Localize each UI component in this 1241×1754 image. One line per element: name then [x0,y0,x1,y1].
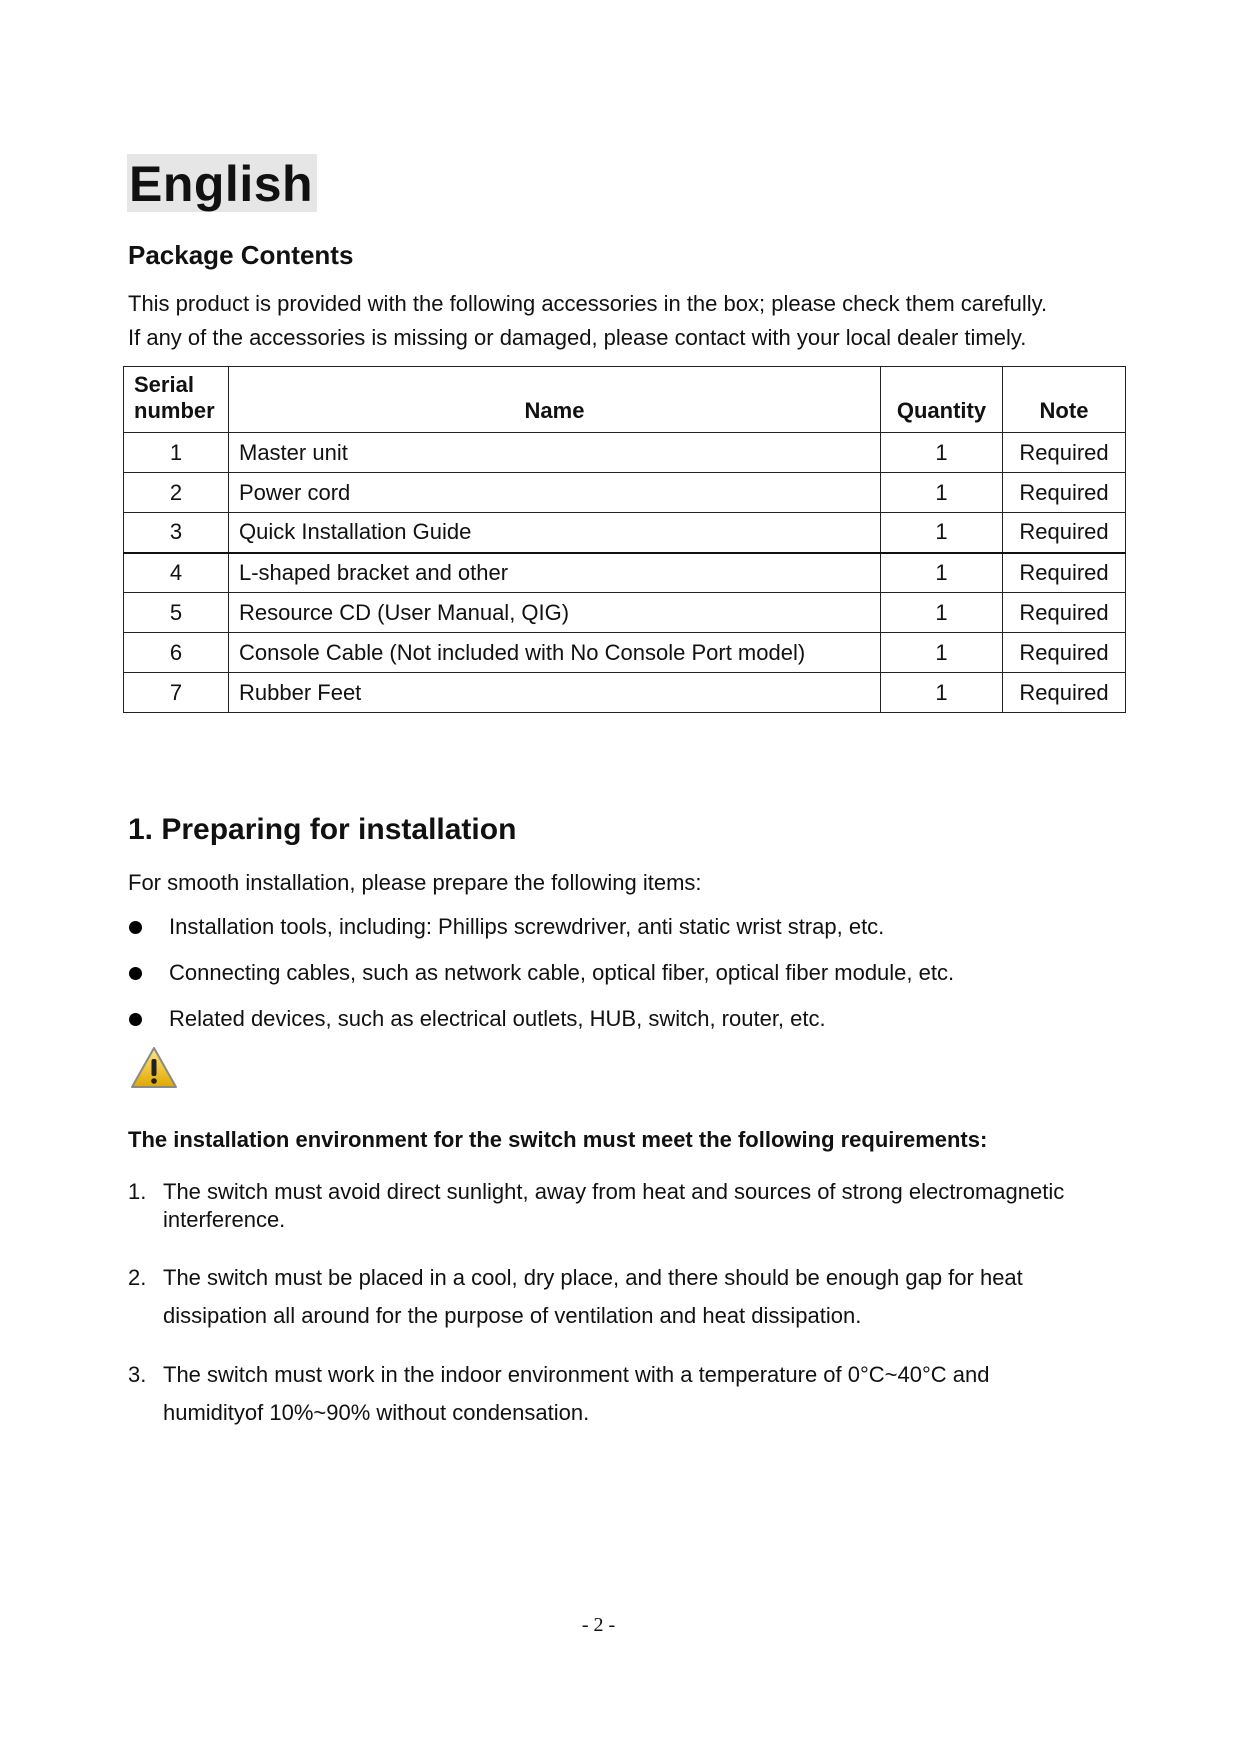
table-row [124,673,1126,713]
requirement-line-2: interference. [163,1207,286,1232]
cell-serial: 5 [124,593,229,633]
header-serial-line-2: number [134,398,215,423]
cell-serial: 6 [124,633,229,673]
requirement-line-2: dissipation all around for the purpose of ventilation and heat dissipation. [163,1303,862,1328]
requirement-line-2: humidityof 10%~90% without condensation. [163,1400,590,1425]
package-intro-line-1: This product is provided with the following accessories in the box; please check them carefully. [128,291,1048,316]
cell-serial: 7 [124,673,229,713]
cell-note: Required [1003,673,1126,713]
preparing-lead: For smooth installation, please prepare the following items: [128,870,702,895]
header-note: Note [1003,367,1126,433]
package-contents-table [123,366,1126,713]
page-number: - 2 - [581,1614,616,1636]
table-row [124,553,1126,593]
requirement-line-1: The switch must avoid direct sunlight, away from heat and sources of strong electromagnetic [163,1179,1065,1204]
table-row [124,513,1126,553]
cell-quantity: 1 [881,433,1003,473]
table-row [124,433,1126,473]
header-serial-number [124,367,229,433]
cell-quantity: 1 [881,473,1003,513]
cell-note: Required [1003,633,1126,673]
cell-name: Master unit [229,433,881,473]
cell-quantity: 1 [881,673,1003,713]
table-header-row [124,367,1126,433]
cell-serial: 2 [124,473,229,513]
requirement-line-1: The switch must work in the indoor environment with a temperature of 0°C~40°C and [163,1362,990,1387]
cell-name: Quick Installation Guide [229,513,881,553]
cell-quantity: 1 [881,633,1003,673]
requirement-line-1: The switch must be placed in a cool, dry place, and there should be enough gap for heat [163,1265,1023,1290]
list-item [128,914,884,940]
list-item-text: Connecting cables, such as network cable, optical fiber, optical fiber module, etc. [169,960,955,985]
requirement-number: 2. [128,1265,147,1290]
requirements-heading: The installation environment for the switch must meet the following requirements: [128,1127,988,1152]
cell-serial: 3 [124,513,229,553]
bullet-dot-icon [129,1013,142,1026]
cell-note: Required [1003,553,1126,593]
requirement-item [128,1178,1128,1234]
table-row [124,633,1126,673]
list-item-text: Installation tools, including: Phillips screwdriver, anti static wrist strap, etc. [169,914,885,939]
cell-serial: 1 [124,433,229,473]
requirement-item [128,1356,1128,1432]
header-serial-line-1: Serial [134,372,194,397]
requirement-item [128,1259,1128,1335]
cell-note: Required [1003,473,1126,513]
preparing-heading: 1. Preparing for installation [128,813,517,846]
cell-name: Rubber Feet [229,673,881,713]
cell-quantity: 1 [881,513,1003,553]
list-item [128,1006,826,1032]
cell-note: Required [1003,433,1126,473]
cell-name: L-shaped bracket and other [229,553,881,593]
cell-name: Power cord [229,473,881,513]
cell-serial: 4 [124,553,229,593]
header-quantity: Quantity [881,367,1003,433]
cell-name: Resource CD (User Manual, QIG) [229,593,881,633]
table-row [124,593,1126,633]
warning-triangle-icon [130,1046,178,1090]
package-contents-heading: Package Contents [128,240,354,270]
cell-note: Required [1003,513,1126,553]
header-name: Name [229,367,881,433]
page-title: English [127,154,317,212]
cell-quantity: 1 [881,593,1003,633]
cell-quantity: 1 [881,553,1003,593]
cell-name: Console Cable (Not included with No Console Port model) [229,633,881,673]
list-item [128,960,954,986]
cell-note: Required [1003,593,1126,633]
requirement-number: 3. [128,1362,147,1387]
list-item-text: Related devices, such as electrical outlets, HUB, switch, router, etc. [169,1006,826,1031]
table-row [124,473,1126,513]
requirement-number: 1. [128,1179,147,1204]
bullet-dot-icon [129,921,142,934]
bullet-dot-icon [129,967,142,980]
package-intro-line-2: If any of the accessories is missing or damaged, please contact with your local dealer timely. [128,325,1027,350]
